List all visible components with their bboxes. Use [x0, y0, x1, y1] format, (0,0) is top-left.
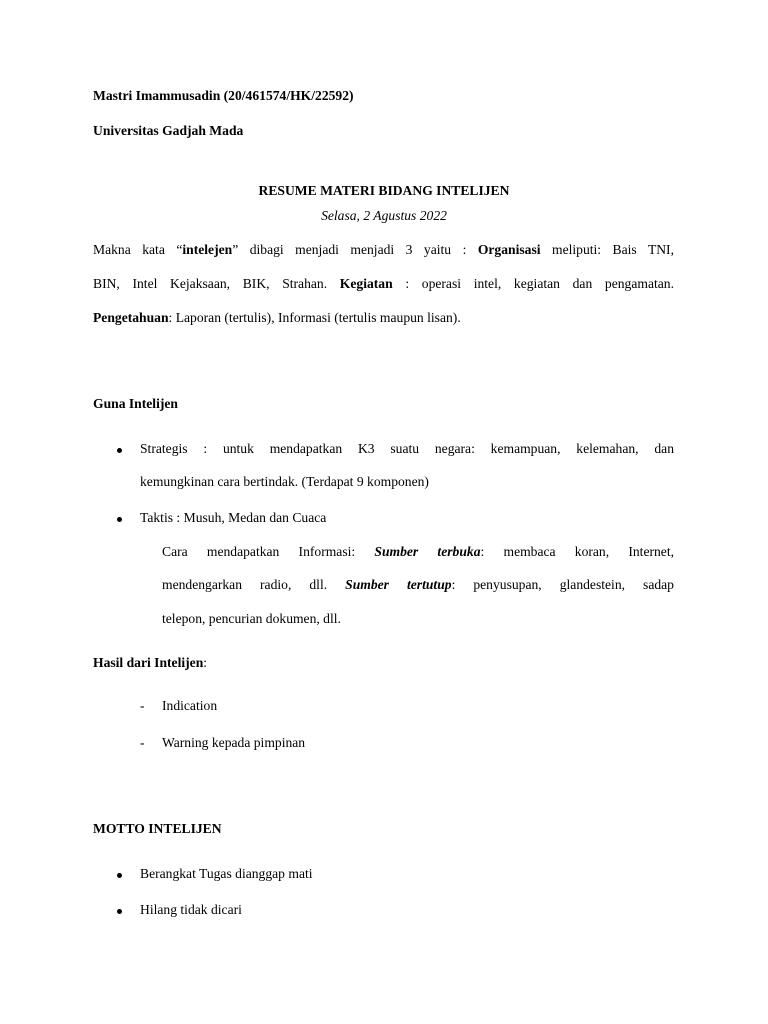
intro-line-1 [93, 242, 674, 258]
taktis-item: Taktis : Musuh, Medan dan Cuaca [140, 510, 327, 525]
section-heading-guna: Guna Intelijen [93, 396, 178, 411]
term-sumber-tertutup: Sumber tertutup [345, 577, 452, 592]
author-line: Mastri Imammusadin (20/461574/HK/22592) [93, 88, 354, 103]
bullet-icon [117, 909, 122, 914]
section-heading-motto: MOTTO INTELIJEN [93, 821, 222, 836]
cara-text: : membaca koran, Internet, [480, 544, 675, 559]
cara-text: : penyusupan, glandestein, sadap [451, 577, 674, 592]
intro-text: BIN, Intel Kejaksaan, BIK, Strahan. [93, 276, 340, 291]
hasil-item: Warning kepada pimpinan [162, 735, 306, 750]
intro-line-2 [93, 276, 674, 292]
intro-text: Makna kata “ [93, 242, 183, 257]
cara-line-3: telepon, pencurian dokumen, dll. [162, 611, 341, 626]
cara-text: mendengarkan radio, dll. [162, 577, 346, 592]
intro-line-3 [93, 310, 461, 326]
intro-text: : Laporan (tertulis), Informasi (tertulis maupun lisan). [168, 310, 461, 325]
intro-text: meliputi: Bais TNI, [540, 242, 674, 257]
term-intelejen: intelejen [182, 242, 233, 257]
university-line: Universitas Gadjah Mada [93, 123, 244, 138]
strategis-line-1: Strategis : untuk mendapatkan K3 suatu negara: kemampuan, kelemahan, dan [140, 441, 674, 456]
intro-text: : operasi intel, kegiatan dan pengamatan. [392, 276, 674, 291]
term-kegiatan: Kegiatan [339, 276, 393, 291]
cara-line-1 [162, 544, 674, 560]
section-heading-hasil [93, 655, 207, 671]
term-sumber-terbuka: Sumber terbuka [374, 544, 481, 559]
cara-line-2 [162, 577, 674, 593]
intro-text: ” dibagi menjadi menjadi 3 yaitu : [232, 242, 478, 257]
strategis-line-2: kemungkinan cara bertindak. (Terdapat 9 komponen) [140, 474, 429, 489]
term-pengetahuan: Pengetahuan [93, 310, 169, 325]
bullet-icon [117, 873, 122, 878]
bullet-icon [117, 517, 122, 522]
dash-marker: - [140, 735, 145, 750]
document-date: Selasa, 2 Agustus 2022 [321, 208, 447, 223]
document-title: RESUME MATERI BIDANG INTELIJEN [258, 183, 510, 198]
hasil-item: Indication [162, 698, 218, 713]
motto-item: Hilang tidak dicari [140, 902, 242, 917]
cara-text: Cara mendapatkan Informasi: [162, 544, 375, 559]
motto-item: Berangkat Tugas dianggap mati [140, 866, 313, 881]
hasil-heading-colon: : [203, 655, 208, 670]
term-organisasi: Organisasi [477, 242, 541, 257]
dash-marker: - [140, 698, 145, 713]
bullet-icon [117, 448, 122, 453]
hasil-heading-text: Hasil dari Intelijen [93, 655, 204, 670]
